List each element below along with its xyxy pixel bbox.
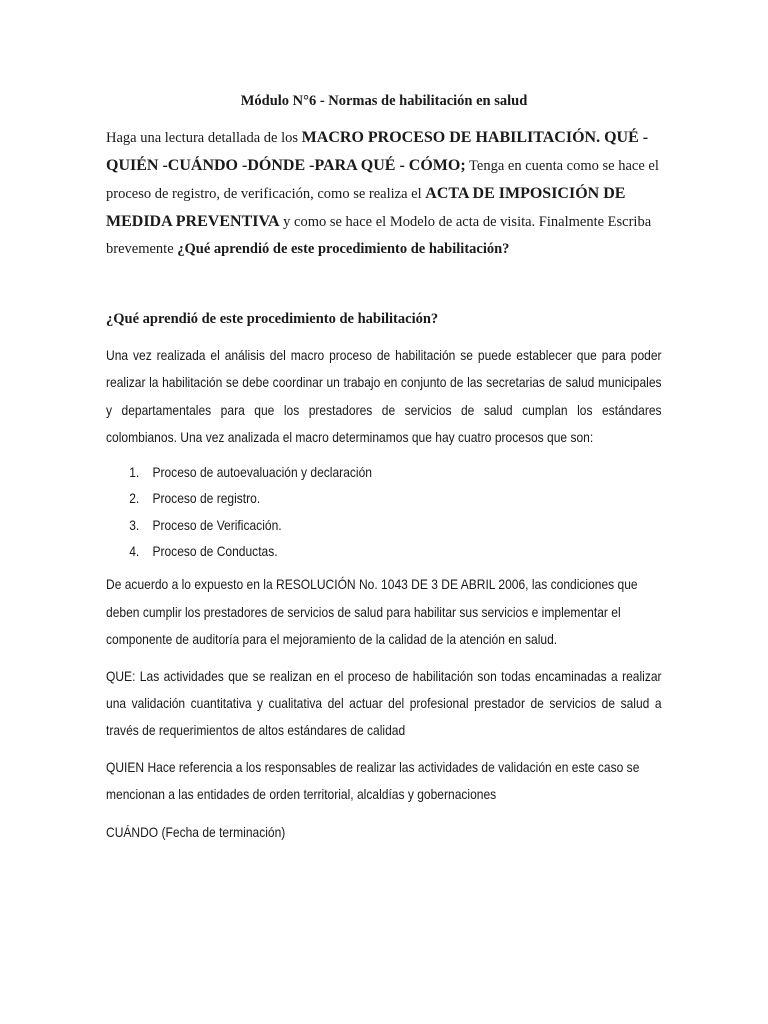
instructions-text-1: Haga una lectura detallada de los: [106, 130, 302, 146]
instructions-bold-2: ACTA DE IMPOSICIÓN DE MEDIDA PREVENTIVA: [106, 185, 626, 230]
list-item-number: 1.: [129, 464, 140, 481]
list-item: [106, 512, 662, 538]
instructions-bold-3: ¿Qué aprendió de este procedimiento de habilitación?: [177, 241, 510, 257]
list-item: [106, 538, 662, 564]
process-list: [106, 459, 662, 564]
instructions-bold-1: MACRO PROCESO DE HABILITACIÓN. QUÉ - QUIÉN -CUÁNDO -DÓNDE -PARA QUÉ - CÓMO;: [106, 129, 649, 174]
document-body: [106, 88, 662, 846]
list-item-text: Proceso de Conductas.: [152, 543, 278, 560]
document-title: Módulo N°6 - Normas de habilitación en salud: [240, 93, 528, 109]
list-item-number: 3.: [129, 516, 140, 533]
quien-paragraph: QUIEN Hace referencia a los responsables de realizar las actividades de validación en este caso se mencionan a las entidades de orden territorial, alcaldías y gobernaciones: [106, 758, 640, 802]
instructions-paragraph: [106, 124, 662, 263]
list-item: [106, 485, 662, 511]
resolution-paragraph: De acuerdo a lo expuesto en la RESOLUCIÓN No. 1043 DE 3 DE ABRIL 2006, las condiciones que deben cumplir los prestadores de servicios de salud para habilitar sus servicios e implementar el componente de auditoría para el mejoramiento de la calidad de la atención en salud.: [106, 576, 638, 648]
list-item-text: Proceso de autoevaluación y declaración: [152, 464, 372, 481]
instructions-text-2: Tenga en cuenta como se hace el proceso de registro, de verificación, como se realiza el: [106, 158, 659, 202]
instructions-text-3: y como se hace el Modelo de acta de visita. Finalmente Escriba brevemente: [106, 214, 652, 257]
list-item-number: 4.: [129, 543, 140, 560]
list-item-text: Proceso de registro.: [152, 490, 261, 507]
analysis-paragraph: Una vez realizada el análisis del macro proceso de habilitación se puede establecer que para poder realizar la habilitación se debe coordinar un trabajo en conjunto de las secretarias de salud municipales y departamentales para que los prestadores de servicios de salud cumplan los estándares colombianos. Una vez analizada el macro determinamos que hay cuatro procesos que son:: [106, 347, 662, 445]
que-paragraph: QUE: Las actividades que se realizan en el proceso de habilitación son todas encaminadas a realizar una validación cuantitativa y cualitativa del actuar del profesional prestador de servicios de salud a través de requerimientos de altos estándares de calidad: [106, 667, 662, 738]
question-heading: ¿Qué aprendió de este procedimiento de habilitación?: [106, 311, 439, 327]
list-item-number: 2.: [129, 490, 140, 507]
cuando-paragraph: CUÁNDO (Fecha de terminación): [106, 823, 286, 840]
list-item: [106, 459, 662, 485]
list-item-text: Proceso de Verificación.: [152, 516, 282, 533]
